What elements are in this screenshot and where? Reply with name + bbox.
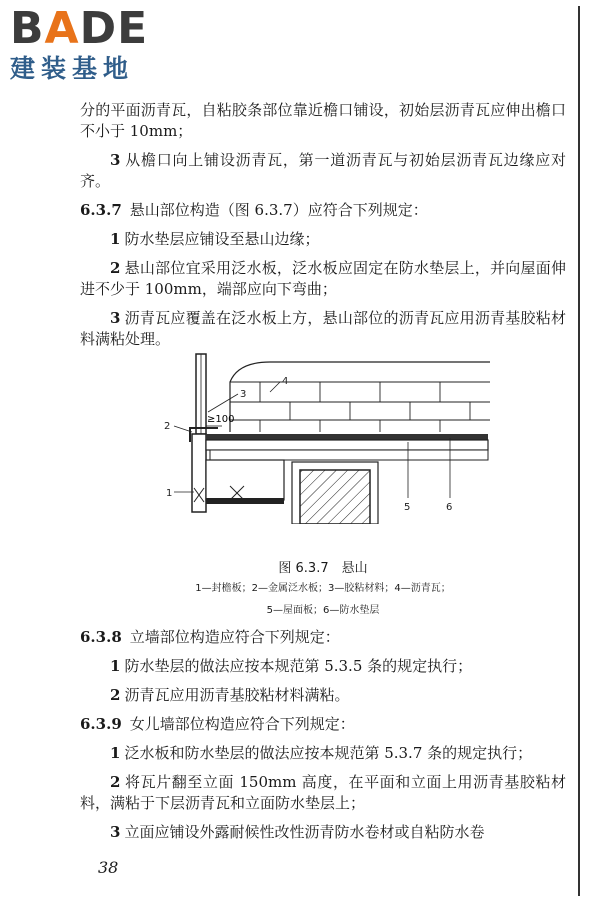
list-item bbox=[80, 685, 566, 706]
item-text: 防水垫层的做法应按本规范第 5.3.5 条的规定执行； bbox=[124, 657, 473, 675]
logo-letter-a: A bbox=[44, 3, 80, 54]
logo-letter-b: B bbox=[10, 3, 45, 54]
item-text: 将瓦片翻至立面 150mm 高度，在平面和立面上用沥青基胶粘材料，满粘于下层沥青瓦和立面防水垫层上； bbox=[80, 773, 566, 812]
callout-4: 4 bbox=[282, 376, 289, 387]
text-block-top bbox=[80, 100, 566, 358]
figure-legend bbox=[80, 578, 566, 622]
callout-6: 6 bbox=[446, 502, 453, 513]
section-number: 6.3.9 bbox=[80, 715, 122, 733]
shingles bbox=[230, 362, 490, 432]
page-edge-rule bbox=[578, 6, 580, 896]
logo-letters-de: DE bbox=[79, 3, 149, 54]
item-text: 从檐口向上铺设沥青瓦，第一道沥青瓦与初始层沥青瓦边缘应对齐。 bbox=[80, 151, 566, 190]
hatched-beam bbox=[300, 470, 370, 524]
list-item bbox=[80, 150, 566, 192]
callout-5: 5 bbox=[404, 502, 411, 513]
item-text: 沥青瓦应覆盖在泛水板上方，悬山部位的沥青瓦应用沥青基胶粘材料满粘处理。 bbox=[80, 309, 566, 348]
item-text: 立面应铺设外露耐候性改性沥青防水卷材或自粘防水卷 bbox=[124, 823, 485, 841]
list-item bbox=[80, 258, 566, 300]
item-number: 3 bbox=[110, 823, 121, 841]
list-item bbox=[80, 656, 566, 677]
roof-deck bbox=[206, 440, 488, 450]
section-heading bbox=[80, 714, 566, 735]
item-number: 3 bbox=[110, 151, 121, 169]
callout-3: 3 bbox=[240, 389, 247, 400]
section-number: 6.3.8 bbox=[80, 628, 122, 646]
list-item bbox=[80, 229, 566, 250]
paragraph bbox=[80, 100, 566, 142]
callout-1: 1 bbox=[166, 488, 173, 499]
list-item bbox=[80, 743, 566, 764]
figure-caption: 图 6.3.7 悬山 bbox=[278, 561, 368, 576]
item-text: 沥青瓦应用沥青基胶粘材料满粘。 bbox=[124, 686, 350, 704]
logo-wordmark bbox=[10, 3, 180, 54]
item-text: 防水垫层应铺设至悬山边缘； bbox=[124, 230, 320, 248]
item-number: 2 bbox=[110, 259, 121, 277]
text-block-bottom bbox=[80, 627, 566, 851]
section-heading bbox=[80, 200, 566, 221]
logo bbox=[10, 3, 180, 84]
item-number: 3 bbox=[110, 309, 121, 327]
section-text: 女儿墙部位构造应符合下列规定： bbox=[129, 715, 355, 733]
section-text: 立墙部位构造应符合下列规定： bbox=[129, 628, 340, 646]
item-number: 1 bbox=[110, 230, 121, 248]
item-number: 2 bbox=[110, 686, 121, 704]
list-item bbox=[80, 772, 566, 814]
legend-line: 1—封檐板；2—金属泛水板；3—胶粘材料；4—沥青瓦； bbox=[195, 583, 451, 594]
item-number: 1 bbox=[110, 657, 121, 675]
dimension-label: ≥100 bbox=[207, 414, 235, 425]
section-heading bbox=[80, 627, 566, 648]
item-number: 2 bbox=[110, 773, 121, 791]
item-number: 1 bbox=[110, 744, 121, 762]
list-item bbox=[80, 308, 566, 350]
paragraph-text: 分的平面沥青瓦，自粘胶条部位靠近檐口铺设，初始层沥青瓦应伸出檐口不小于 10mm； bbox=[80, 101, 566, 140]
logo-subtitle: 建装基地 bbox=[10, 54, 135, 83]
item-text: 泛水板和防水垫层的做法应按本规范第 5.3.7 条的规定执行； bbox=[124, 744, 533, 762]
list-item bbox=[80, 822, 566, 843]
item-text: 悬山部位宜采用泛水板，泛水板应固定在防水垫层上，并向屋面伸进不少于 100mm，端部应向下弯曲； bbox=[80, 259, 566, 298]
gable-detail-figure bbox=[160, 352, 490, 524]
page-number: 38 bbox=[98, 858, 119, 877]
section-number: 6.3.7 bbox=[80, 201, 122, 219]
callout-2: 2 bbox=[164, 421, 171, 432]
legend-line: 5—屋面板；6—防水垫层 bbox=[266, 605, 380, 616]
underlayment bbox=[206, 434, 488, 440]
fascia-board bbox=[192, 434, 206, 512]
section-text: 悬山部位构造（图 6.3.7）应符合下列规定： bbox=[129, 201, 428, 219]
